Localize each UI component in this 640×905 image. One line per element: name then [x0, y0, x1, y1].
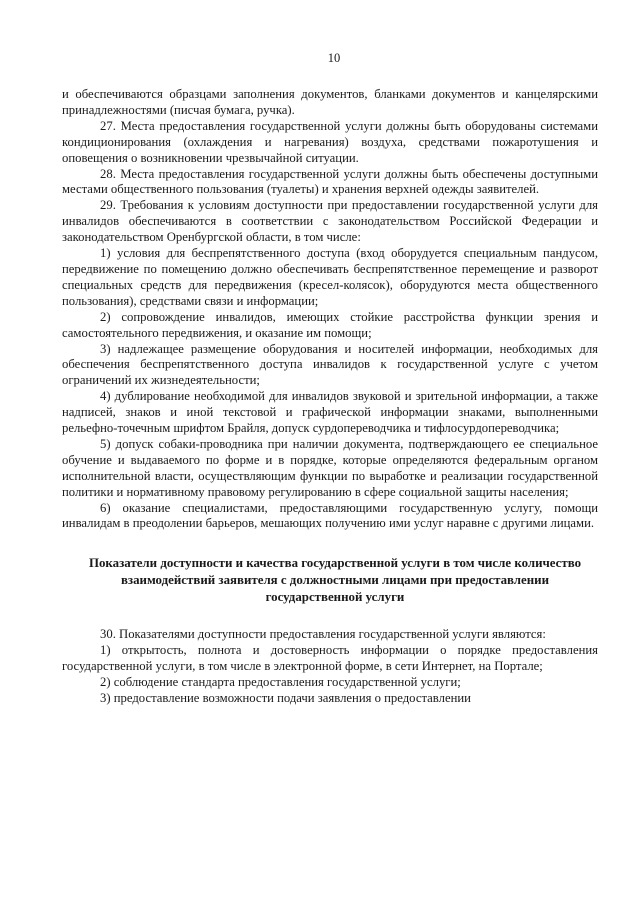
- paragraph-28: 28. Места предоставления государственной услуги должны быть обеспечены доступными местами общественного пользования (туалеты) и хранения верхней одежды заявителей.: [62, 166, 598, 197]
- body-text-after-heading: [62, 627, 598, 707]
- list-item-29-3: 3) надлежащее размещение оборудования и носителей информации, необходимых для обеспечения беспрепятственного доступа инвалидов к государственной услуге с учетом ограничений их жизнедеятельности;: [62, 341, 598, 388]
- list-item-30-1: 1) открытость, полнота и достоверность информации о порядке предоставления государственной услуги, в том числе в электронной форме, в сети Интернет, на Портале;: [62, 643, 598, 674]
- list-item-29-4: 4) дублирование необходимой для инвалидов звуковой и зрительной информации, а также надписей, знаков и иной текстовой и графической информации знаками, выполненными рельефно-точечным шрифтом Брайля, допуск сурдопереводчика и тифлосурдопереводчика;: [62, 389, 598, 436]
- list-item-29-5: 5) допуск собаки-проводника при наличии документа, подтверждающего ее специальное обучение и выдаваемого по форме и в порядке, которые определяются федеральным органом исполнительной власти, осуществляющим функции по выработке и реализации государственной политики и нормативному правовому регулированию в сфере социальной защиты населения;: [62, 436, 598, 499]
- body-text-before-heading: [62, 87, 598, 532]
- list-item-29-1: 1) условия для беспрепятственного доступа (вход оборудуется специальным пандусом, передвижение по помещению должно обеспечивать беспрепятственное перемещение и разворот специальных средств для передвижения (кресел-колясок), оборудуются места общественного пользования), средствами связи и информации;: [62, 246, 598, 308]
- section-heading: Показатели доступности и качества государственной услуги в том числе количество взаимодействий заявителя с должностными лицами при предоставлении государственной услуги: [88, 556, 582, 605]
- list-item-30-3: 3) предоставление возможности подачи заявления о предоставлении: [100, 691, 471, 705]
- paragraph-29: 29. Требования к условиям доступности при предоставлении государственной услуги для инвалидов обеспечиваются в соответствии с законодательством Российской Федерации и законодательством Оренбургской области, в том числе:: [62, 198, 598, 245]
- list-item-30-2: 2) соблюдение стандарта предоставления государственной услуги;: [100, 675, 461, 690]
- list-item-29-2: 2) сопровождение инвалидов, имеющих стойкие расстройства функции зрения и самостоятельного передвижения, и оказание им помощи;: [62, 309, 598, 340]
- paragraph-30: 30. Показателями доступности предоставления государственной услуги являются:: [100, 627, 546, 642]
- paragraph-27: 27. Места предоставления государственной услуги должны быть оборудованы системами кондиционирования (охлаждения и нагревания) воздуха, средствами пожаротушения и оповещения о возникновении чрезвычайной ситуации.: [62, 118, 598, 165]
- page-number: 10: [327, 51, 341, 65]
- paragraph-continuation: и обеспечиваются образцами заполнения документов, бланками документов и канцелярскими принадлежностями (писчая бумага, ручка).: [62, 87, 598, 117]
- list-item-29-6: 6) оказание специалистами, предоставляющими государственную услугу, помощи инвалидам в преодолении барьеров, мешающих получению ими услуг наравне с другими лицами.: [62, 500, 598, 531]
